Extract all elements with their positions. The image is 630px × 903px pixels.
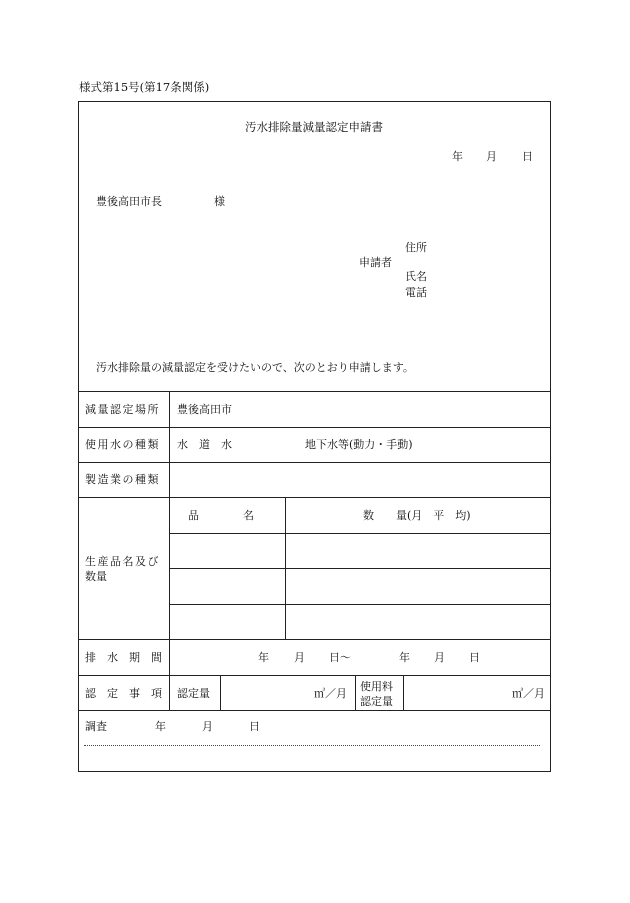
addressee-honorific: 様 <box>214 195 225 208</box>
applicant-address-label: 住所 <box>405 241 427 254</box>
survey-day: 日 <box>249 720 260 733</box>
water-type-groundwater: 地下水等(動力・手動) <box>305 438 413 451</box>
water-type-label: 使用水の種類 <box>85 438 160 451</box>
products-label-line2: 数量 <box>85 570 107 583</box>
fee-label-line1: 使用料 <box>360 680 393 693</box>
statement: 汚水排除量の減量認定を受けたいので、次のとおり申請します。 <box>96 361 414 374</box>
period-day-2: 日 <box>469 651 480 664</box>
location-value: 豊後高田市 <box>177 403 232 416</box>
period-label: 排 水 期 間 <box>85 651 162 664</box>
applicant-phone-label: 電話 <box>405 286 427 299</box>
period-day-1: 日〜 <box>329 651 351 664</box>
date-year: 年 <box>452 150 463 163</box>
products-col-name: 品 名 <box>188 509 254 522</box>
certified-amount-unit: ㎥／月 <box>314 687 347 700</box>
survey-month: 月 <box>202 720 213 733</box>
survey-year: 年 <box>155 720 166 733</box>
period-year-1: 年 <box>258 651 269 664</box>
form-number: 様式第15号(第17条関係) <box>79 80 210 94</box>
location-label: 減量認定場所 <box>85 403 160 416</box>
survey-label: 調査 <box>85 720 107 733</box>
fee-label-line2: 認定量 <box>360 695 393 708</box>
survey-dotted-line <box>84 745 540 746</box>
applicant-label: 申請者 <box>359 256 392 269</box>
products-col-qty: 数 量(月 平 均) <box>363 509 471 522</box>
form-title: 汚水排除量減量認定申請書 <box>245 120 383 134</box>
industry-label: 製造業の種類 <box>85 473 160 486</box>
period-year-2: 年 <box>399 651 410 664</box>
fee-amount-unit: ㎥／月 <box>512 687 545 700</box>
date-month: 月 <box>486 150 497 163</box>
period-month-2: 月 <box>434 651 445 664</box>
period-month-1: 月 <box>294 651 305 664</box>
water-type-tap: 水 道 水 <box>177 438 232 451</box>
certified-amount-label: 認定量 <box>177 687 210 700</box>
addressee-name: 豊後高田市長 <box>96 195 162 208</box>
applicant-name-label: 氏名 <box>405 270 427 283</box>
products-label-line1: 生産品名及び <box>85 555 160 568</box>
certified-label: 認 定 事 項 <box>85 687 162 700</box>
date-day: 日 <box>522 150 533 163</box>
